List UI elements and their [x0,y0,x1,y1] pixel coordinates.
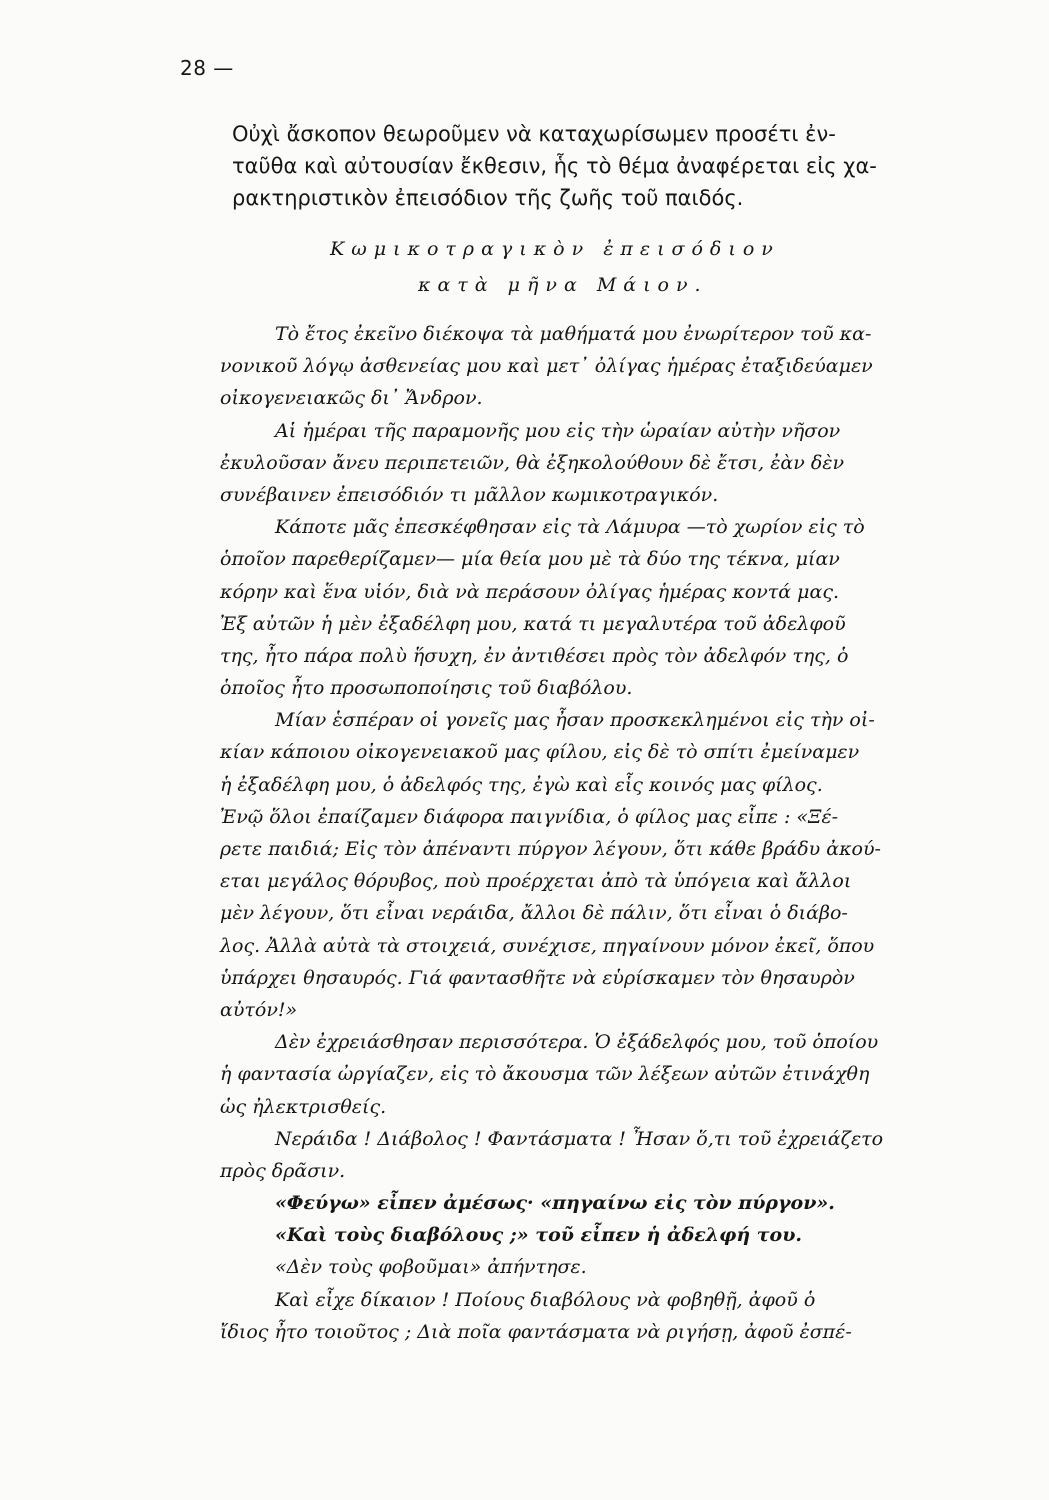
intro-line: ρακτηριστικὸν ἐπεισόδιον τῆς ζωῆς τοῦ παιδός. [232,186,744,210]
intro-line: Οὐχὶ ἄσκοπον θεωροῦμεν νὰ καταχωρίσωμεν προσέτι ἐν- [232,122,836,146]
text-line: ὡς ἠλεκτρισθείς. [220,1095,387,1118]
text-line: Νεράιδα ! Διάβολος ! Φαντάσματα ! Ἦσαν ὅ,τι τοῦ ἐχρειάζετο [275,1127,884,1150]
text-line: Τὸ ἔτος ἐκεῖνο διέκοψα τὰ μαθήματά μου ἐνωρίτερον τοῦ κα- [275,323,872,345]
text-line: μὲν λέγουν, ὅτι εἶναι νεράιδα, ἄλλοι δὲ πάλιν, ὅτι εἶναι ὁ διάβο- [220,902,848,925]
text-line: ρετε παιδιά; Εἰς τὸν ἀπέναντι πύργον λέγουν, ὅτι κάθε βράδυ ἀκού- [220,838,881,860]
text-line: Καὶ εἶχε δίκαιον ! Ποίους διαβόλους νὰ φοβηθῇ, ἀφοῦ ὁ [275,1288,816,1311]
text-line: κόρην καὶ ἕνα υἱόν, διὰ νὰ περάσουν ὀλίγας ἡμέρας κοντά μας. [220,580,840,603]
text-line: ἡ ἐξαδέλφη μου, ὁ ἀδελφός της, ἐγὼ καὶ εἷς κοινός μας φίλος. [220,773,823,796]
section-heading-line-1: Κωμικοτραγικὸν ἐπεισόδιον [330,238,780,260]
text-line: Κάποτε μᾶς ἐπεσκέφθησαν εἰς τὰ Λάμυρα —τὸ χωρίον εἰς τὸ [275,516,865,539]
text-line: ἡ φαντασία ὠργίαζεν, εἰς τὸ ἄκουσμα τῶν λέξεων αὐτῶν ἐτινάχθη [220,1063,870,1086]
text-line: πρὸς δρᾶσιν. [220,1159,346,1182]
text-line: κίαν κάποιου οἰκογενειακοῦ μας φίλου, εἰς δὲ τὸ σπίτι ἐμείναμεν [220,741,860,764]
text-line: αὐτόν!» [220,998,298,1021]
text-line: ἐκυλοῦσαν ἄνευ περιπετειῶν, θὰ ἐξηκολούθουν δὲ ἔτσι, ἐὰν δὲν [220,451,845,474]
text-line: ἴδιος ἦτο τοιοῦτος ; Διὰ ποῖα φαντάσματα νὰ ριγήσῃ, ἀφοῦ ἐσπέ- [220,1320,852,1343]
intro-paragraph [232,118,992,214]
text-line: εται μεγάλος θόρυβος, ποὺ προέρχεται ἀπὸ τὰ ὑπόγεια καὶ ἄλλοι [220,870,852,893]
text-line: της, ἦτο πάρα πολὺ ἥσυχη, ἐν ἀντιθέσει πρὸς τὸν ἀδελφόν της, ὁ [220,644,849,667]
text-line: Ἐνῷ ὅλοι ἐπαίζαμεν διάφορα παιγνίδια, ὁ φίλος μας εἶπε : «Ξέ- [220,805,839,828]
text-line: ὁποῖος ἦτο προσωποποίησις τοῦ διαβόλου. [220,677,633,700]
text-line: «Καὶ τοὺς διαβόλους ;» τοῦ εἶπεν ἡ ἀδελφή του. [275,1224,803,1247]
text-line: Δὲν ἐχρειάσθησαν περισσότερα. Ὁ ἐξάδελφός μου, τοῦ ὁποίου [275,1031,879,1054]
text-line: Ἐξ αὐτῶν ἡ μὲν ἐξαδέλφη μου, κατά τι μεγαλυτέρα τοῦ ἀδελφοῦ [220,612,846,635]
section-heading-line-2: κατὰ μῆνα Μάιον. [418,274,708,296]
text-line: λος. Ἀλλὰ αὐτὰ τὰ στοιχειά, συνέχισε, πηγαίνουν μόνον ἐκεῖ, ὅπου [220,934,875,957]
narrative-body [220,318,1010,1348]
page-number: 28 — [180,56,234,80]
text-line: οἰκογενειακῶς δι᾽ Ἄνδρον. [220,387,483,410]
text-line: «Φεύγω» εἶπεν ἀμέσως· «πηγαίνω εἰς τὸν πύργον». [275,1192,835,1215]
intro-line: ταῦθα καὶ αὐτουσίαν ἔκθεσιν, ἧς τὸ θέμα ἀναφέρεται εἰς χα- [232,154,877,178]
text-line: ὑπάρχει θησαυρός. Γιά φαντασθῆτε νὰ εὑρίσκαμεν τὸν θησαυρὸν [220,966,855,989]
text-line: νονικοῦ λόγῳ ἀσθενείας μου καὶ μετ᾽ ὀλίγας ἡμέρας ἐταξιδεύαμεν [220,355,873,378]
text-line: «Δὲν τοὺς φοβοῦμαι» ἀπήντησε. [275,1256,587,1279]
text-line: Μίαν ἑσπέραν οἱ γονεῖς μας ἦσαν προσκεκλημένοι εἰς τὴν οἰ- [275,709,875,732]
text-line: ὁποῖον παρεθερίζαμεν— μία θεία μου μὲ τὰ δύο της τέκνα, μίαν [220,548,840,571]
text-line: Αἱ ἡμέραι τῆς παραμονῆς μου εἰς τὴν ὡραίαν αὐτὴν νῆσον [275,419,841,442]
text-line: συνέβαινεν ἐπεισόδιόν τι μᾶλλον κωμικοτραγικόν. [220,483,719,506]
